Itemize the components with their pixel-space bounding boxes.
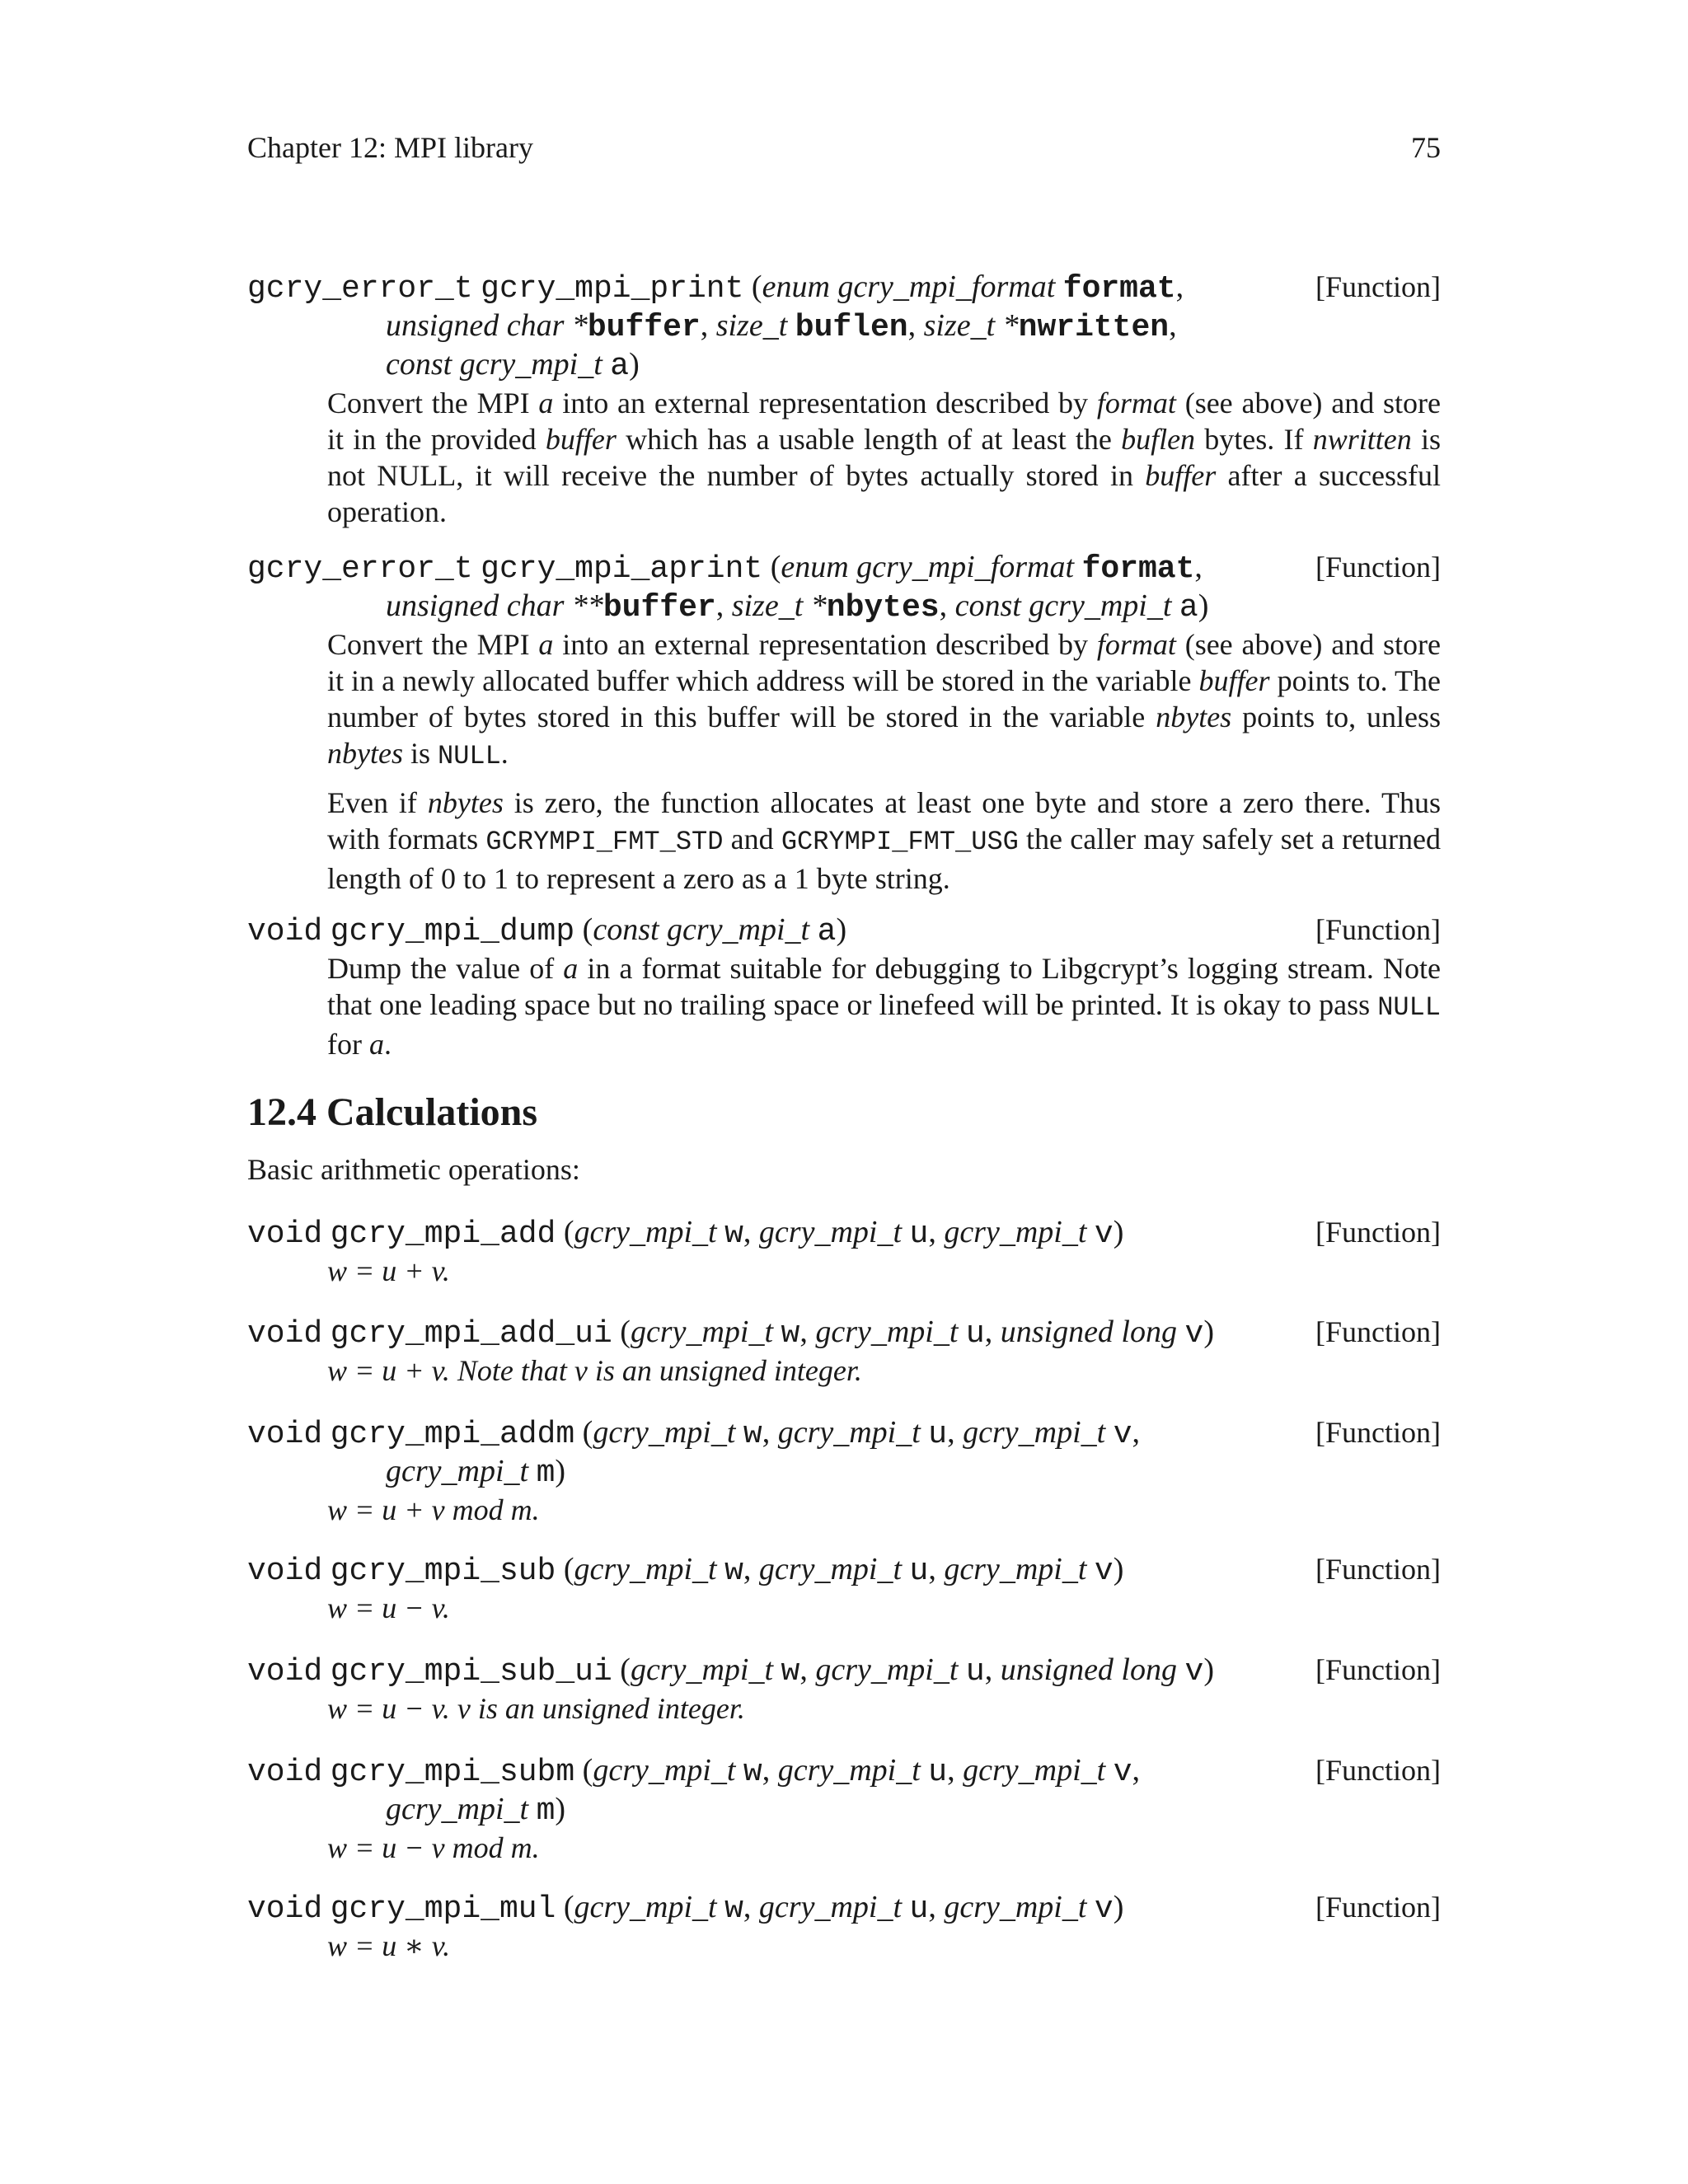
param-name: u [928,1755,948,1790]
function-entry-gcry-mpi-sub-ui [247,1652,1441,1727]
param-type: gcry_mpi_t [386,1792,529,1826]
param-name: u [965,1316,985,1352]
param-type: gcry_mpi_t [944,1890,1087,1924]
param-type: gcry_mpi_t [777,1415,921,1450]
param-type: enum gcry_mpi_format [762,269,1056,304]
function-tag: [Function] [1315,270,1441,303]
return-type: void [247,1216,323,1252]
param-type: gcry_mpi_t [758,1552,902,1586]
function-name: gcry_mpi_add [330,1216,556,1252]
function-tag: [Function] [1315,1653,1441,1686]
param-type: gcry_mpi_t [963,1415,1106,1450]
function-signature: gcry_error_t gcry_mpi_aprint (enum gcry_mpi_format format, [Function] unsigned char **buffer, size_t *nbytes, const gcry_mpi_t a) [247,550,1441,626]
function-description: w = u − v. v is an unsigned integer. [327,1692,745,1725]
param-type: gcry_mpi_t [574,1890,717,1924]
return-type: gcry_error_t [247,271,473,307]
function-description: w = u + v. [327,1254,450,1287]
return-type: void [247,1554,323,1589]
param-type: const gcry_mpi_t [593,912,810,947]
function-name: gcry_mpi_subm [330,1755,575,1790]
param-name: w [724,1891,743,1927]
chapter-title: Chapter 12: MPI library [247,131,533,164]
param-name: w [724,1216,743,1252]
function-entry-gcry-mpi-add-ui [247,1314,1441,1389]
function-description: w = u − v. [327,1591,450,1624]
page-header [247,130,1441,170]
return-type: void [247,1417,323,1452]
param-name: v [1094,1216,1114,1252]
function-name: gcry_mpi_dump [330,914,575,949]
param-type: size_t * [731,588,827,623]
param-type: gcry_mpi_t [815,1315,959,1349]
param-name: u [965,1654,985,1690]
param-name: m [536,1793,556,1829]
param-name: a [1179,590,1198,626]
function-description: w = u + v. Note that v is an unsigned integer. [327,1354,862,1387]
function-entry-gcry-mpi-subm [247,1752,1441,1866]
function-tag: [Function] [1315,913,1441,946]
param-type: enum gcry_mpi_format [781,550,1075,584]
return-type: gcry_error_t [247,551,473,587]
param-name: w [781,1316,800,1352]
param-type: const gcry_mpi_t [386,347,603,382]
param-name: v [1094,1554,1114,1589]
param-name: v [1184,1654,1204,1690]
function-entry-aprint [247,549,1441,897]
param-type: gcry_mpi_t [630,1652,774,1687]
param-name: w [743,1417,762,1452]
param-type: size_t * [923,308,1019,343]
function-entry-dump [247,912,1441,1062]
function-tag: [Function] [1315,1891,1441,1924]
param-name: w [781,1654,800,1690]
function-name: gcry_mpi_aprint [481,551,763,587]
param-name: buffer [603,590,716,626]
param-type: const gcry_mpi_t [954,588,1172,623]
param-type: gcry_mpi_t [593,1415,736,1450]
function-tag: [Function] [1315,1315,1441,1348]
function-name: gcry_mpi_mul [330,1891,556,1927]
param-name: v [1113,1417,1132,1452]
function-name: gcry_mpi_sub_ui [330,1654,612,1690]
param-type: unsigned char * [386,308,588,343]
param-type: unsigned long [1000,1315,1177,1349]
param-type: gcry_mpi_t [574,1215,717,1249]
param-type: gcry_mpi_t [815,1652,959,1687]
function-entry-gcry-mpi-sub [247,1551,1441,1626]
param-name: format [1062,271,1176,307]
function-description: w = u − v mod m. [327,1831,540,1864]
param-type: gcry_mpi_t [386,1454,529,1488]
param-type: gcry_mpi_t [758,1890,902,1924]
return-type: void [247,1755,323,1790]
param-type: gcry_mpi_t [630,1315,774,1349]
param-name: u [909,1216,929,1252]
param-name: u [909,1554,929,1589]
function-signature: void gcry_mpi_mul (gcry_mpi_t w, gcry_mpi_t u, gcry_mpi_t v) [Function] [247,1890,1441,1927]
function-name: gcry_mpi_addm [330,1417,575,1452]
function-tag: [Function] [1315,1216,1441,1249]
function-description: w = u + v mod m. [327,1493,540,1526]
param-type: gcry_mpi_t [758,1215,902,1249]
function-entry-gcry-mpi-addm [247,1414,1441,1528]
param-name: buflen [795,310,908,345]
function-description: Convert the MPI a into an external representation described by format (see above) and store it in a newly allocated buffer which address will be stored in the variable buffer points to. The number of bytes stored in this buffer will be stored in the variable nbytes points to, unless nbytes is NULL. Even if nbytes is zero, the function allocates at least one byte and store a zero there. Thus with formats GCRYMPI_FMT_STD and GCRYMPI_FMT_USG the caller may safely set a returned length of 0 to 1 to represent a zero as a 1 byte string. [327,628,1442,895]
param-type: gcry_mpi_t [593,1753,736,1788]
return-type: void [247,914,323,949]
param-name: nbytes [826,590,940,626]
function-description: Convert the MPI a into an external representation described by format (see above) and store it in the provided buffer which has a usable length of at least the buflen bytes. If nwritten is not NULL, it will receive the number of bytes actually stored in buffer after a successful operation. [327,387,1441,528]
function-tag: [Function] [1315,1416,1441,1449]
function-signature: void gcry_mpi_add (gcry_mpi_t w, gcry_mpi_t u, gcry_mpi_t v) [Function] [247,1215,1441,1252]
param-name: w [724,1554,743,1589]
function-entry-print [247,269,1441,530]
function-description: w = u ∗ v. [327,1929,451,1962]
param-name: a [610,349,630,384]
function-signature: gcry_error_t gcry_mpi_print (enum gcry_mpi_format format, [Function] unsigned char *buffer, size_t buflen, size_t *nwritten, const gcry_mpi_t a) [247,269,1441,384]
function-description: Dump the value of a in a format suitable for debugging to Libgcrypt’s logging stream. Note that one leading space but no trailing space or linefeed will be printed. It is okay to pass NULL for a. [327,952,1441,1061]
function-tag: [Function] [1315,551,1441,583]
function-entry-gcry-mpi-add [247,1214,1441,1289]
page-number: 75 [1411,131,1441,164]
function-signature: void gcry_mpi_subm (gcry_mpi_t w, gcry_mpi_t u, gcry_mpi_t v, gcry_mpi_t m) [Function] [247,1753,1441,1829]
param-type: gcry_mpi_t [963,1753,1106,1788]
param-name: v [1113,1755,1132,1790]
param-name: u [928,1417,948,1452]
function-signature: void gcry_mpi_sub_ui (gcry_mpi_t w, gcry_mpi_t u, unsigned long v) [Function] [247,1652,1441,1690]
param-name: buffer [587,310,701,345]
section-intro: Basic arithmetic operations: [247,1153,580,1186]
param-name: nwritten [1018,310,1170,345]
param-name: m [536,1455,556,1491]
param-name: w [743,1755,762,1790]
function-tag: [Function] [1315,1553,1441,1586]
function-name: gcry_mpi_sub [330,1554,556,1589]
section-heading: 12.4 Calculations [247,1090,538,1134]
return-type: void [247,1891,323,1927]
function-entry-gcry-mpi-mul [247,1889,1441,1964]
function-signature: void gcry_mpi_sub (gcry_mpi_t w, gcry_mpi_t u, gcry_mpi_t v) [Function] [247,1552,1441,1589]
return-type: void [247,1654,323,1690]
function-name: gcry_mpi_add_ui [330,1316,612,1352]
param-type: gcry_mpi_t [574,1552,717,1586]
param-type: gcry_mpi_t [944,1215,1087,1249]
param-type: gcry_mpi_t [777,1753,921,1788]
return-type: void [247,1316,323,1352]
param-name: v [1094,1891,1114,1927]
param-name: a [817,914,837,949]
function-signature: void gcry_mpi_dump (const gcry_mpi_t a) [Function] [247,912,1441,949]
function-signature: void gcry_mpi_add_ui (gcry_mpi_t w, gcry_mpi_t u, unsigned long v) [Function] [247,1315,1441,1352]
param-name: u [909,1891,929,1927]
param-name: v [1184,1316,1204,1352]
function-signature: void gcry_mpi_addm (gcry_mpi_t w, gcry_mpi_t u, gcry_mpi_t v, gcry_mpi_t m) [Function] [247,1415,1441,1491]
function-tag: [Function] [1315,1754,1441,1787]
param-name: format [1081,551,1195,587]
param-type: unsigned long [1000,1652,1177,1687]
function-name: gcry_mpi_print [481,271,744,307]
param-type: gcry_mpi_t [944,1552,1087,1586]
param-type: unsigned char ** [386,588,603,623]
param-type: size_t [715,308,788,343]
